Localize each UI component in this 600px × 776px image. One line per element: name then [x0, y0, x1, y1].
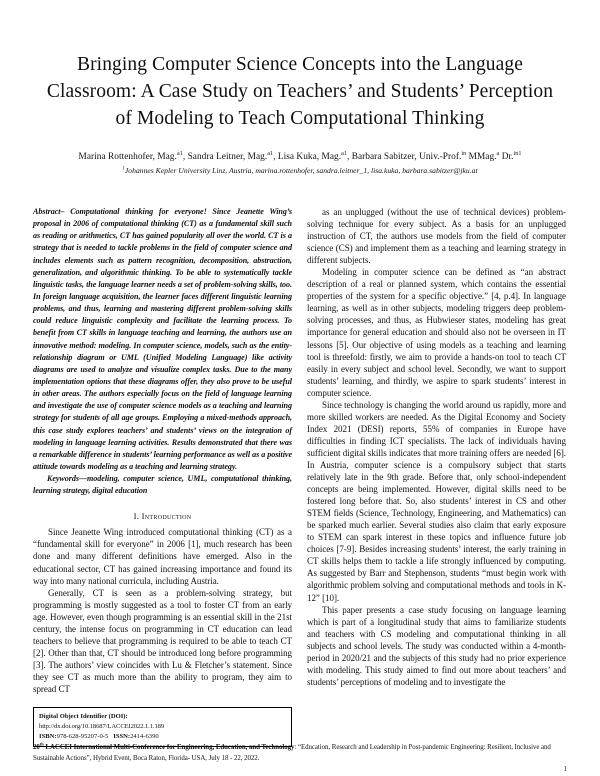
- abstract-label: Abstract–: [33, 207, 65, 216]
- section-heading-introduction: [33, 511, 292, 521]
- intro-paragraph-1: Since Jeanette Wing introduced computational thinking (CT) as a “fundamental skill for everyone” in 2006 [1], much research has been done and many different definitions have emerged. Also in the educational sector, CT has gained increasing importance and found its way into many national curricula, including Austria.: [33, 527, 292, 586]
- right-paragraph-3: Since technology is changing the world around us rapidly, more and more skilled workers are needed. As the Digital Economy and Society Index 2021 (DESI) reports, 55% of companies in Europe have difficulties in finding ICT specialists. The lack of individuals having sufficient digital skills indicates that more training offers are needed [6]. In Austria, computer science is a compulsory subject that starts relatively late in the 9th grade. Before that, only school-independent concepts are being implemented. However, digital skills need to be fostered long before that. So, also students’ interest in CS and other STEM fields (Science, Technology, Engineering, and Mathematics) can be sparked much earlier. Several studies also claim that early exposure to STEM can spark interest in these topics and influence future job choices [7-9]. Besides increasing students’ interest, the early training in CT skills helps them to tackle a life strongly influenced by computing. As suggested by Barr and Stephenson, students “must begin work with algorithmic problem solving and computational methods and tools in K-12” [10].: [307, 399, 566, 603]
- left-column: [33, 206, 292, 747]
- abstract-text: Computational thinking for everyone! Since Jeanette Wing’s proposal in 2006 of computational thinking (CT) as a fundamental skill such as reading or arithmetics, CT has gained popularity all over the world. CT is a strategy that is needed to tackle problems in the field of computer science and includes elements such as pattern recognition, decomposition, abstraction, generalization, and algorithmic thinking. To be able to systematically tackle linguistic tasks, the language learner needs a set of problem-solving skills, too. In foreign language acquisition, the learner faces different linguistic learning problems, and thus, learning and mastering different problem-solving skills could reduce linguistic complexity and facilitate the learning process. To benefit from CT skills in language teaching and learning, the authors use an innovative method: modeling. In computer science, models, such as the entity-relationship diagram or UML (Unified Modeling Language) like activity diagrams are used to analyze and visualize complex tasks. Due to the many implementation options that these diagrams offer, they also prove to be useful in other areas. The authors especially focus on the field of language learning and investigate the use of computer science models as a teaching and learning strategy for students of all age groups. Employing a mixed-methods approach, this case study explores teachers’ and students’ views on the integration of modeling in language learning activities. Results demonstrated that there was a remarkable difference in students’ learning performance as well as a positive attitude towards modeling as a teaching and learning strategy.: [33, 207, 292, 471]
- right-paragraph-1: as an unplugged (without the use of technical devices) problem-solving technique for every subject. As a basis for an unplugged instruction of CT, the authors use models from the field of computer science (CS) and implement them as a teaching and learning strategy in different subjects.: [307, 207, 566, 266]
- author-3-affiliation-marker: a1: [341, 150, 347, 157]
- conference-ordinal: 20: [33, 744, 40, 752]
- author-4-affiliation-marker-c: in1: [513, 150, 522, 157]
- keywords-label: Keywords—: [47, 474, 88, 484]
- doi-url[interactable]: http://dx.doi.org/10.18687/LACCEI2022.1.1.189: [39, 722, 165, 730]
- body-columns: [0, 206, 600, 747]
- doi-identifiers: [39, 732, 286, 742]
- section-title: Introduction: [141, 511, 192, 522]
- page-footer: [33, 741, 567, 773]
- author-1: Marina Rottenhofer, Mag.$^{a1}$,: [78, 150, 186, 162]
- page-number: 1: [563, 765, 567, 773]
- author-3: Lisa Kuka, Mag.$^{a1}$,: [277, 150, 350, 162]
- issn-value: 2414-6390: [130, 732, 159, 740]
- title-block: [0, 0, 600, 133]
- authors-line: [26, 151, 574, 164]
- affiliation-line: [26, 165, 574, 176]
- author-4: Barbara Sabitzer, Univ.-Prof.$^{in}$ MMag.$^a$ Dr.$^{in1}$: [351, 150, 522, 162]
- right-paragraph-4: This paper presents a case study focusing on language learning which is part of a longitudinal study that aims to familiarize students and teachers with CS modeling and computational thinking in all subjects and school levels. The study was conducted within a 4-month-period in 2020/21 and the subjects of this study had no prior experience with modeling. This study aimed to find out more about teachers’ and students’ perceptions of modeling and to investigate the: [307, 604, 566, 687]
- isbn-value: 978-628-95207-0-5: [56, 732, 109, 740]
- keywords-paragraph: [33, 473, 292, 497]
- conference-ordinal-suffix: th: [39, 741, 44, 747]
- keywords-text: modeling, computer science, UML, computational thinking, learning strategy, digital education: [33, 474, 292, 496]
- author-2-affiliation-marker: a1: [267, 150, 274, 157]
- doi-title: Digital Object Identifier (DOI):: [39, 713, 128, 721]
- conference-name: LACCEI International Multi-Conference for Engineering, Education, and Technology: [43, 744, 295, 752]
- isbn-label: ISBN:: [39, 732, 57, 740]
- abstract-paragraph: [33, 206, 292, 473]
- author-2: Sandra Leitner, Mag.$^{a1}$,: [187, 150, 276, 162]
- author-4-affiliation-marker-b: a: [496, 150, 500, 157]
- author-4-affiliation-marker-a: in: [461, 150, 467, 157]
- affiliation-marker: 1: [122, 166, 125, 172]
- right-column: [307, 206, 566, 747]
- conference-theme: : “Education, Research and Leadership in Post-pandemic Engineering: Resilient, Inclusive and Sustainable Actions”, Hybrid Event, Boca Raton, Florida- USA, July 18 - 22, 2022.: [33, 744, 551, 762]
- author-1-affiliation-marker: a1: [176, 150, 183, 157]
- page-title: Bringing Computer Science Concepts into the Language Classroom: A Case Study on Teachers’ and Students’ Perception of Modeling to Teach Computational Thinking: [46, 54, 554, 129]
- footer-conference-line: [33, 743, 567, 764]
- authors-block: [0, 133, 600, 177]
- affiliation-text: Johannes Kepler University Linz, Austria, marina.rottenhofer, sandra.leitner_1, lisa.kuka, barbara.sabitzer@jku.at: [124, 166, 478, 176]
- issn-label: ISSN:: [113, 732, 131, 740]
- intro-paragraph-2: Generally, CT is seen as a problem-solving strategy, but programming is mostly suggested as a tool to foster CT from an early age. However, even though programming is an essential skill in the 21st century, the intense focus on programming in CT education can lead teachers to believe that programming is required to be able to teach CT [2]. Other than that, CT should be introduced long before programming [3]. The authors’ view coincides with Lu & Fletcher’s statement. Since they see CT as much more than the ability to program, they aim to spread CT: [33, 587, 292, 694]
- doi-box: [33, 707, 292, 747]
- right-paragraph-2: Modeling in computer science can be defined as “an abstract description of a real or planned system, which contains the essential properties of the system for a specific objective.” [4, p.4]. In language learning, as well as in other subjects, modeling triggers deep problem-solving processes, and thus, as Hubwieser states, modeling has great importance for general education and should also not be overseen in IT lessons [5]. Our objective of using models as a teaching and learning tool is threefold: firstly, we aim to provide a hands-on tool to teach CT easily in every subject and school level. Secondly, we want to support students’ learning, and thirdly, we aspire to spark students’ interest in computer science.: [307, 267, 566, 398]
- section-number: I.: [133, 511, 140, 522]
